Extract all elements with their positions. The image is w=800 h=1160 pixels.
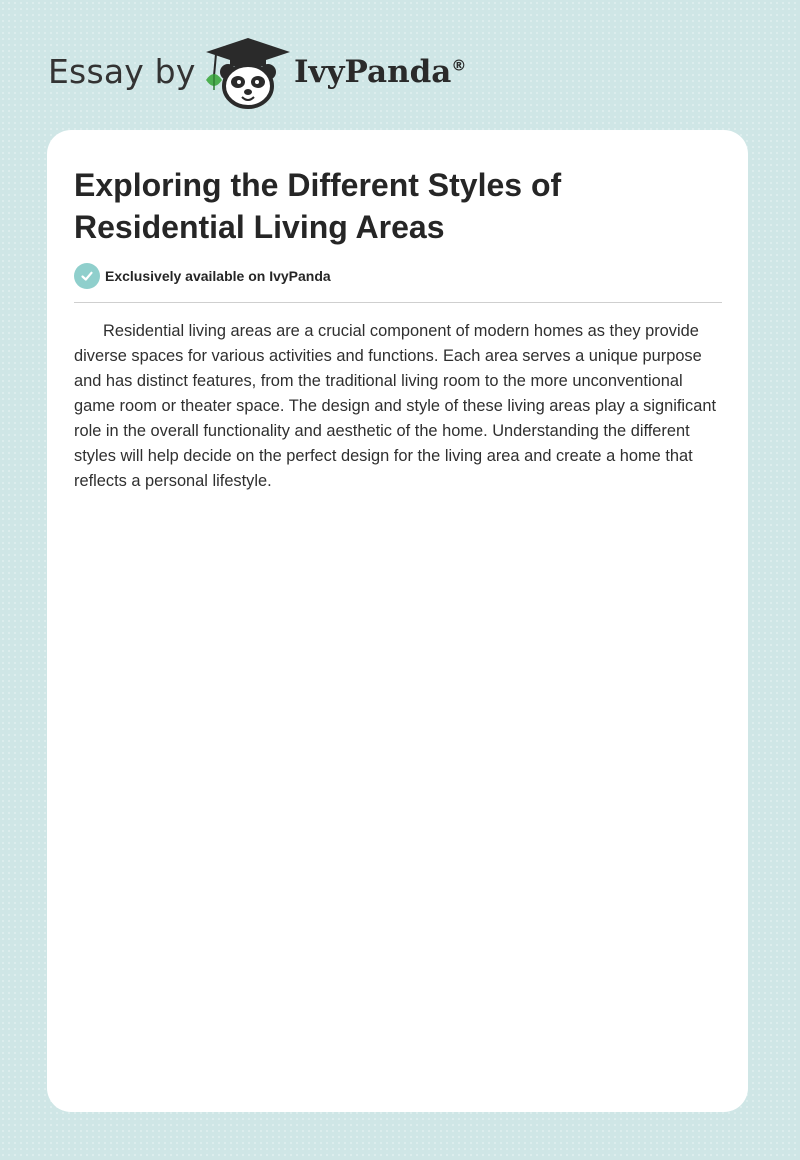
divider <box>74 302 722 303</box>
essay-by-label: Essay by <box>48 52 196 91</box>
essay-card <box>47 130 748 1112</box>
page-title: Exploring the Different Styles of Residential Living Areas <box>74 167 562 245</box>
brand-text: IvyPanda <box>294 54 452 90</box>
badge-label: Exclusively available on IvyPanda <box>105 268 331 284</box>
site-header <box>48 34 548 114</box>
brand-name[interactable] <box>294 54 466 90</box>
registered-mark: ® <box>451 56 467 75</box>
check-circle-icon <box>74 263 100 289</box>
panda-graduate-icon[interactable] <box>202 34 294 110</box>
exclusive-badge <box>74 263 331 289</box>
essay-paragraph: Residential living areas are a crucial component of modern homes as they provide diverse spaces for various activities and functions. Each area serves a unique purpose and has distinct features, from the traditional living room to the more unconventional game room or theater space. The design and style of these living areas play a significant role in the overall functionality and aesthetic of the home. Understanding the different styles will help decide on the perfect design for the living area and create a home that reflects a personal lifestyle. <box>74 322 717 490</box>
